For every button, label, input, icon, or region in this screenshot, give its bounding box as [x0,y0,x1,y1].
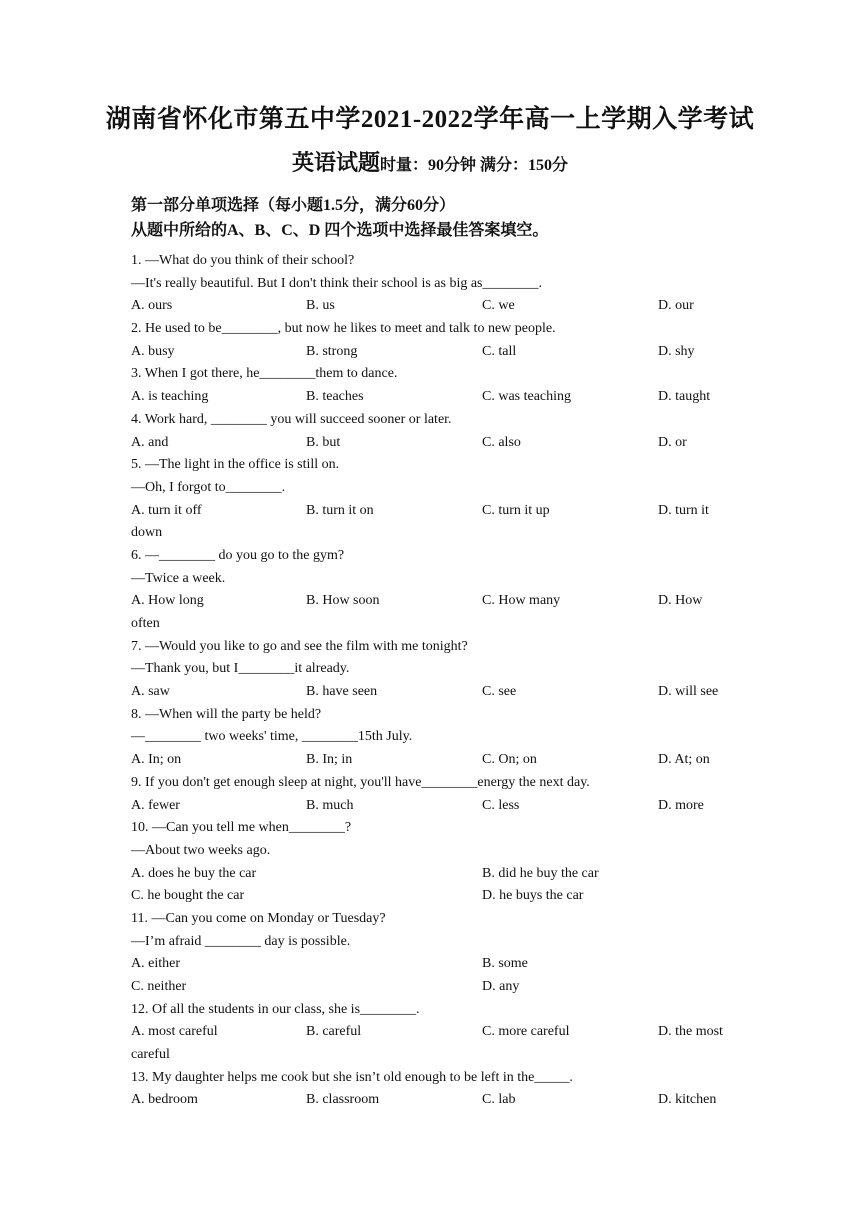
option-a: A. In; on [131,752,182,768]
options-row [131,295,751,318]
option-c: C. neither [131,979,187,994]
question-item [131,250,751,318]
option-b: B. classroom [306,1092,380,1108]
option-c: C. tall [482,343,517,359]
question-text: 6. —________ do you go to the gym? [131,547,345,563]
option-a: A. either [131,956,180,972]
option-continuation: often [131,616,160,631]
option-d: D. will see [658,684,719,700]
option-c: C. turn it up [482,502,550,518]
options-row [131,976,751,999]
option-d: D. or [658,434,687,450]
option-b: B. some [482,956,528,972]
subject-title: 英语试题 [291,150,380,175]
exam-subtitle [0,146,860,183]
option-d: D. any [482,979,520,994]
options-row [131,386,751,409]
option-b: B. but [306,434,341,450]
option-a: A. is teaching [131,389,209,405]
option-d: D. our [658,298,694,314]
question-item [131,704,751,772]
options-row [131,590,751,613]
option-c: C. How many [482,593,561,609]
question-item [131,817,751,908]
option-a: A. ours [131,298,173,314]
option-a: A. most careful [131,1024,218,1040]
option-a: A. How long [131,593,204,609]
section-header [131,193,751,243]
question-item [131,999,751,1067]
question-item [131,1067,751,1112]
options-row [131,432,751,455]
section-title: 第一部分单项选择（每小题1.5分，满分60分） [131,197,456,214]
question-item [131,363,751,408]
options-row [131,795,751,818]
question-text: 9. If you don't get enough sleep at night, you'll have________energy the next day. [131,774,590,790]
option-b: B. have seen [306,684,378,700]
options-row [131,1089,751,1112]
option-b: B. careful [306,1024,362,1040]
question-text: 1. —What do you think of their school? [131,253,355,268]
option-d: D. the most [658,1024,723,1040]
question-text: 10. —Can you tell me when________? [131,820,352,836]
question-text: —About two weeks ago. [131,842,271,858]
question-text: —Thank you, but I________it already. [131,661,350,677]
option-d: D. turn it [658,502,709,518]
options-row [131,681,751,704]
option-c: C. see [482,684,517,700]
option-c: C. On; on [482,752,537,768]
option-c: C. he bought the car [131,888,245,904]
question-text: —________ two weeks' time, ________15th July. [131,729,413,745]
option-a: A. and [131,434,169,450]
option-d: D. he buys the car [482,888,584,904]
options-row [131,500,751,523]
option-d: D. more [658,797,704,813]
exam-title: 湖南省怀化市第五中学2021-2022学年高一上学期入学考试 [105,106,755,133]
option-d: D. taught [658,389,711,405]
option-c: C. more careful [482,1024,570,1040]
options-row [131,953,751,976]
option-continuation: careful [131,1047,170,1063]
option-c: C. less [482,797,520,813]
question-item [131,772,751,817]
question-list [131,250,751,1112]
option-b: B. In; in [306,752,353,768]
option-a: A. busy [131,343,175,359]
option-a: A. bedroom [131,1092,198,1108]
option-a: A. fewer [131,797,180,813]
question-item [131,545,751,636]
question-text: 11. —Can you come on Monday or Tuesday? [131,910,386,926]
question-text: 8. —When will the party be held? [131,706,322,722]
question-item [131,454,751,545]
option-a: A. turn it off [131,502,202,518]
options-row [131,341,751,364]
option-d: D. kitchen [658,1092,717,1108]
option-a: A. saw [131,684,170,700]
option-d: D. shy [658,343,695,359]
option-c: C. also [482,434,521,450]
option-b: B. teaches [306,389,364,405]
option-b: B. much [306,797,354,813]
question-text: 13. My daughter helps me cook but she isn’t old enough to be left in the_____. [131,1069,573,1085]
option-b: B. did he buy the car [482,865,599,881]
question-text: 4. Work hard, ________ you will succeed sooner or later. [131,411,452,427]
options-row [131,863,751,886]
question-text: 5. —The light in the office is still on. [131,457,340,473]
question-item [131,409,751,454]
option-b: B. strong [306,343,358,359]
question-text: 7. —Would you like to go and see the film with me tonight? [131,638,468,654]
options-row [131,1021,751,1044]
question-text: 3. When I got there, he________them to dance. [131,366,398,382]
options-row [131,885,751,908]
option-b: B. us [306,298,335,314]
section-instruction: 从题中所给的A、B、C、D 四个选项中选择最佳答案填空。 [131,222,549,239]
question-text: —Twice a week. [131,570,226,586]
exam-time-score: 时量：90分钟 满分：150分 [380,157,569,174]
option-d: D. At; on [658,752,710,768]
option-b: B. How soon [306,593,380,609]
question-text: —It's really beautiful. But I don't think their school is as big as________. [131,275,542,291]
question-item [131,318,751,363]
options-row [131,749,751,772]
option-d: D. How [658,593,703,609]
question-text: —I’m afraid ________ day is possible. [131,933,351,949]
question-text: —Oh, I forgot to________. [131,479,286,495]
option-c: C. we [482,298,515,314]
option-b: B. turn it on [306,502,374,518]
option-c: C. was teaching [482,389,572,405]
question-text: 2. He used to be________, but now he likes to meet and talk to new people. [131,321,556,337]
option-a: A. does he buy the car [131,865,257,881]
option-c: C. lab [482,1092,516,1108]
question-item [131,908,751,999]
question-text: 12. Of all the students in our class, she is________. [131,1001,420,1017]
option-continuation: down [131,525,163,541]
question-item [131,636,751,704]
